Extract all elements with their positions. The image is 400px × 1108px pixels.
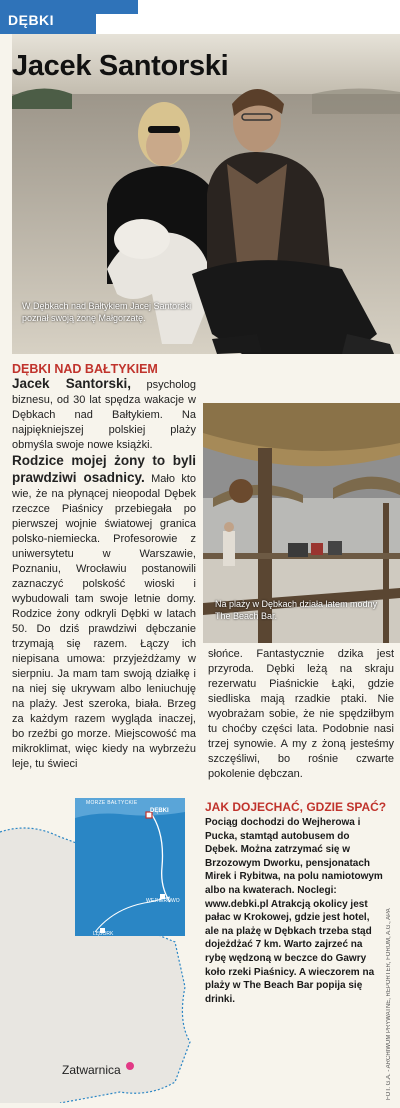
map-label-debki: DĘBKI [150, 808, 169, 814]
map-label-lebork: LĘBORK [93, 931, 114, 937]
quote-heading: Rodzice mojej żony to byli prawdziwi osadnicy. [12, 453, 196, 485]
lead-text: psycholog biznesu, od 30 lat spędza wakacje w Dębkach nad Bałtykiem. Na najpiękniejszej polskiej plaży obmyśla swoje nowe książki. [12, 379, 196, 451]
photo-caption: Na plaży w Dębkach działa latem modny The Beach Bar. [215, 599, 378, 621]
quote-text: Mało kto wie, że na płynącej nieopodal Dębek rzeczce Piaśnicy przebiegała po pierwszej wojnie światowej granica polsko-niemiecka. Profesorowie z uniwersytetu w Warszawie, Poznaniu, Wrocławiu postanowili zaznaczyć polskość wioski i wybudowali tam swoje letnie domy. Rodzice żony odkryli Dębki w latach 50. Do dziś prawdziwi dębczanie trzymają się razem. Łączy ich niepisana umowa: przyjeżdżamy w sierpniu. Ja mam tam swoją działkę i na niej się ukrywam albo leniuchuję na plaży. Jest szeroka, biała. Brzeg za każdym razem wygląda inaczej, bo rzeźbi go morze. Miejscowość ma mikroklimat, więc kiedy na wybrzeżu leje, tu świeci [12, 473, 196, 770]
map-label-wejherowo: WEJHEROWO [146, 898, 180, 904]
map-label-zatwarnica: Zatwarnica [62, 1063, 121, 1077]
article-subhead: DĘBKI NAD BAŁTYKIEM [12, 362, 158, 376]
article-column-1 [12, 376, 196, 772]
photo-credit: FOT. G.A. - ARCHIWUM PRYWATNE, REPORTER, FORUM, A.G., APA [386, 908, 392, 1100]
photo-caption: W Dębkach nad Bałtykiem Jacej Santorski poznał swoją żonę Małgorzatę. [22, 301, 192, 323]
travel-subhead: JAK DOJECHAĆ, GDZIE SPAĆ? [205, 800, 387, 814]
map-label-sea: MORZE BAŁTYCKIE [86, 800, 138, 806]
poland-map [0, 792, 205, 1103]
section-label: DĘBKI [8, 12, 55, 28]
travel-text: Pociąg dochodzi do Wejherowa i Pucka, stamtąd autobusem do Dębek. Można zatrzymać się w Brzozowym Dworku, pensjonatach Mirek i Rybitwa, na polu namiotowym albo na kwaterach. Noclegi: www.debki.pl Atrakcją okolicy jest pałac w Krokowej, gdzie jest hotel, ale na plażę w Dębkach trzeba stąd dojeżdżać 7 km. Warto zajrzeć na rybę wędzoną w beczce do Gawry koło rzeki Piaśnicy. A wieczorem na plaży w The Beach Bar popija się drinki. [205, 817, 383, 1005]
article-column-2: słońce. Fantastycznie dzika jest przyroda. Dębki leżą na skraju rezerwatu Piaśnickie Łąki, gdzie siedliska mają rzadkie ptaki. Nie wyobrażam sobie, że nie spędziłbym tu choćby części lata. Podobnie nasi trzej synowie. A my z żoną jesteśmy szczęśliwi, bo rośnie czwarte pokolenie dębczan. [208, 648, 394, 780]
poland-map-image [0, 792, 205, 1103]
lead-name: Jacek Santorski, [12, 376, 131, 391]
article-title: Jacek Santorski [12, 50, 229, 82]
